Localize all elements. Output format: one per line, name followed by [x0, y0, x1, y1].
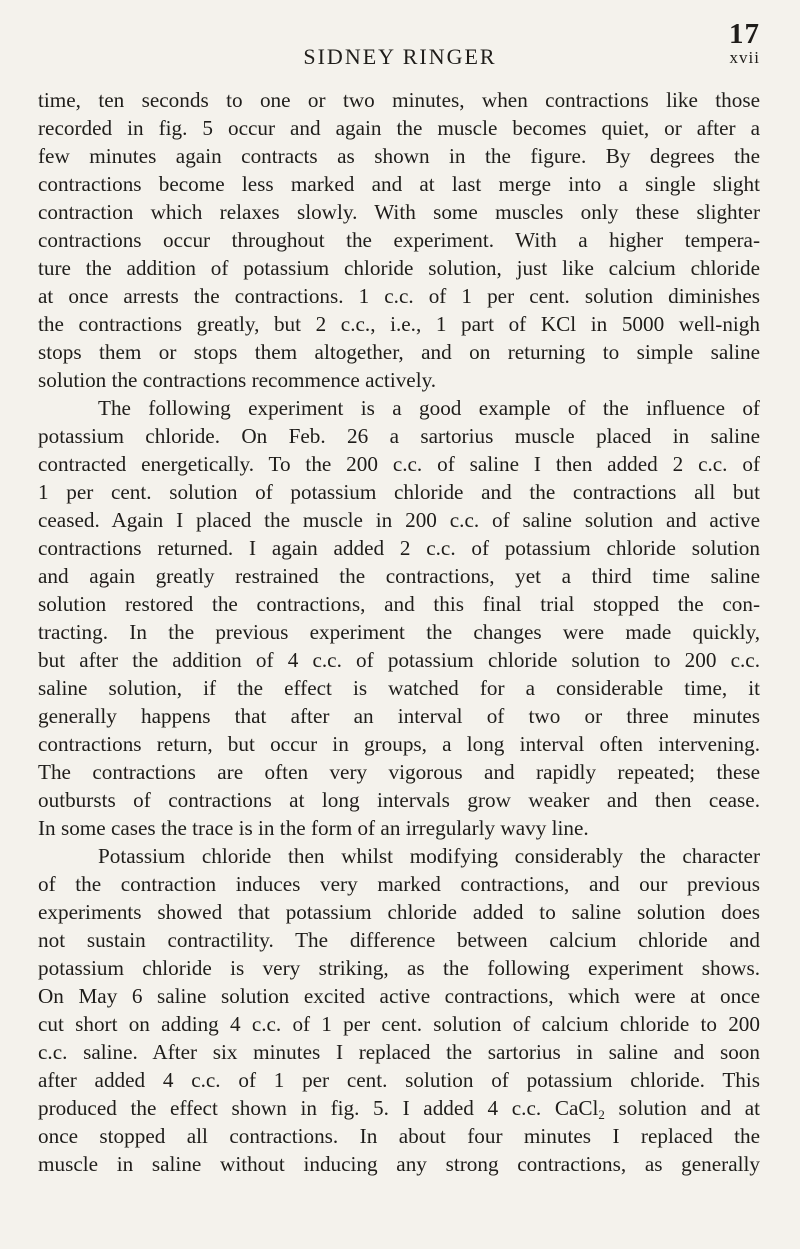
page-number: 17: [729, 18, 760, 50]
text-line: ceased. Again I placed the muscle in 200 c.c. of saline solution and active: [38, 508, 760, 532]
text-line: The contractions are often very vigorous and rapidly repeated; these: [38, 760, 760, 784]
text-line: stops them or stops them altogether, and on returning to simple saline: [38, 340, 760, 364]
text-line: not sustain contractility. The difference between calcium chloride and: [38, 928, 760, 952]
text-line: solution restored the contractions, and this final trial stopped the con-: [38, 592, 760, 616]
text-line: of the contraction induces very marked contractions, and our previous: [38, 872, 760, 896]
text-line: but after the addition of 4 c.c. of potassium chloride solution to 200 c.c.: [38, 648, 760, 672]
text-line: time, ten seconds to one or two minutes, when contractions like those: [38, 88, 760, 112]
paragraph-start-line: The following experiment is a good example of the influence of: [98, 396, 760, 420]
roman-folio: xvii: [729, 48, 760, 67]
text-line: experiments showed that potassium chloride added to saline solution does: [38, 900, 760, 924]
paragraph-end-line: In some cases the trace is in the form of an irregularly wavy line.: [38, 816, 589, 840]
text-line: recorded in fig. 5 occur and again the muscle becomes quiet, or after a: [38, 116, 760, 140]
text-line: potassium chloride. On Feb. 26 a sartorius muscle placed in saline: [38, 424, 760, 448]
body-text: [38, 86, 760, 1178]
paragraph-end-line: solution the contractions recommence actively.: [38, 368, 437, 392]
text-line: contraction which relaxes slowly. With some muscles only these slighter: [38, 200, 760, 224]
text-line-with-formula: [38, 1094, 760, 1122]
paragraph-start-line: Potassium chloride then whilst modifying considerably the character: [98, 844, 760, 868]
running-head: SIDNEY RINGER: [303, 44, 497, 69]
text-line: contractions returned. I again added 2 c.c. of potassium chloride solution: [38, 536, 760, 560]
text-line: and again greatly restrained the contractions, yet a third time saline: [38, 564, 760, 588]
text-line: after added 4 c.c. of 1 per cent. solution of potassium chloride. This: [38, 1068, 760, 1092]
text-line: On May 6 saline solution excited active contractions, which were at once: [38, 984, 760, 1008]
text-line: generally happens that after an interval of two or three minutes: [38, 704, 760, 728]
text-line: outbursts of contractions at long intervals grow weaker and then cease.: [38, 788, 760, 812]
text-line: few minutes again contracts as shown in the figure. By degrees the: [38, 144, 760, 168]
text-line: ture the addition of potassium chloride solution, just like calcium chloride: [38, 256, 760, 280]
text-line: cut short on adding 4 c.c. of 1 per cent. solution of calcium chloride to 200: [38, 1012, 760, 1036]
text-line: at once arrests the contractions. 1 c.c. of 1 per cent. solution diminishes: [38, 284, 760, 308]
text-line: potassium chloride is very striking, as the following experiment shows.: [38, 956, 760, 980]
text-line: tracting. In the previous experiment the changes were made quickly,: [38, 620, 760, 644]
text-line: c.c. saline. After six minutes I replaced the sartorius in saline and soon: [38, 1040, 760, 1064]
formula-subscript: 2: [598, 1107, 605, 1122]
text-line: contractions become less marked and at last merge into a single slight: [38, 172, 760, 196]
text-line: contractions occur throughout the experiment. With a higher tempera-: [38, 228, 760, 252]
formula-trailing-text: solution and at: [604, 1096, 760, 1120]
text-line: once stopped all contractions. In about four minutes I replaced the: [38, 1124, 760, 1148]
text-line: the contractions greatly, but 2 c.c., i.e., 1 part of KCl in 5000 well-nigh: [38, 312, 760, 336]
text-line: 1 per cent. solution of potassium chloride and the contractions all but: [38, 480, 760, 504]
text-line: contracted energetically. To the 200 c.c. of saline I then added 2 c.c. of: [38, 452, 760, 476]
formula-lead-text: produced the effect shown in fig. 5. I added 4 c.c. CaCl: [38, 1096, 599, 1120]
text-line: muscle in saline without inducing any strong contractions, as generally: [38, 1152, 760, 1176]
text-line: saline solution, if the effect is watched for a considerable time, it: [38, 676, 760, 700]
text-line: contractions return, but occur in groups, a long interval often intervening.: [38, 732, 760, 756]
